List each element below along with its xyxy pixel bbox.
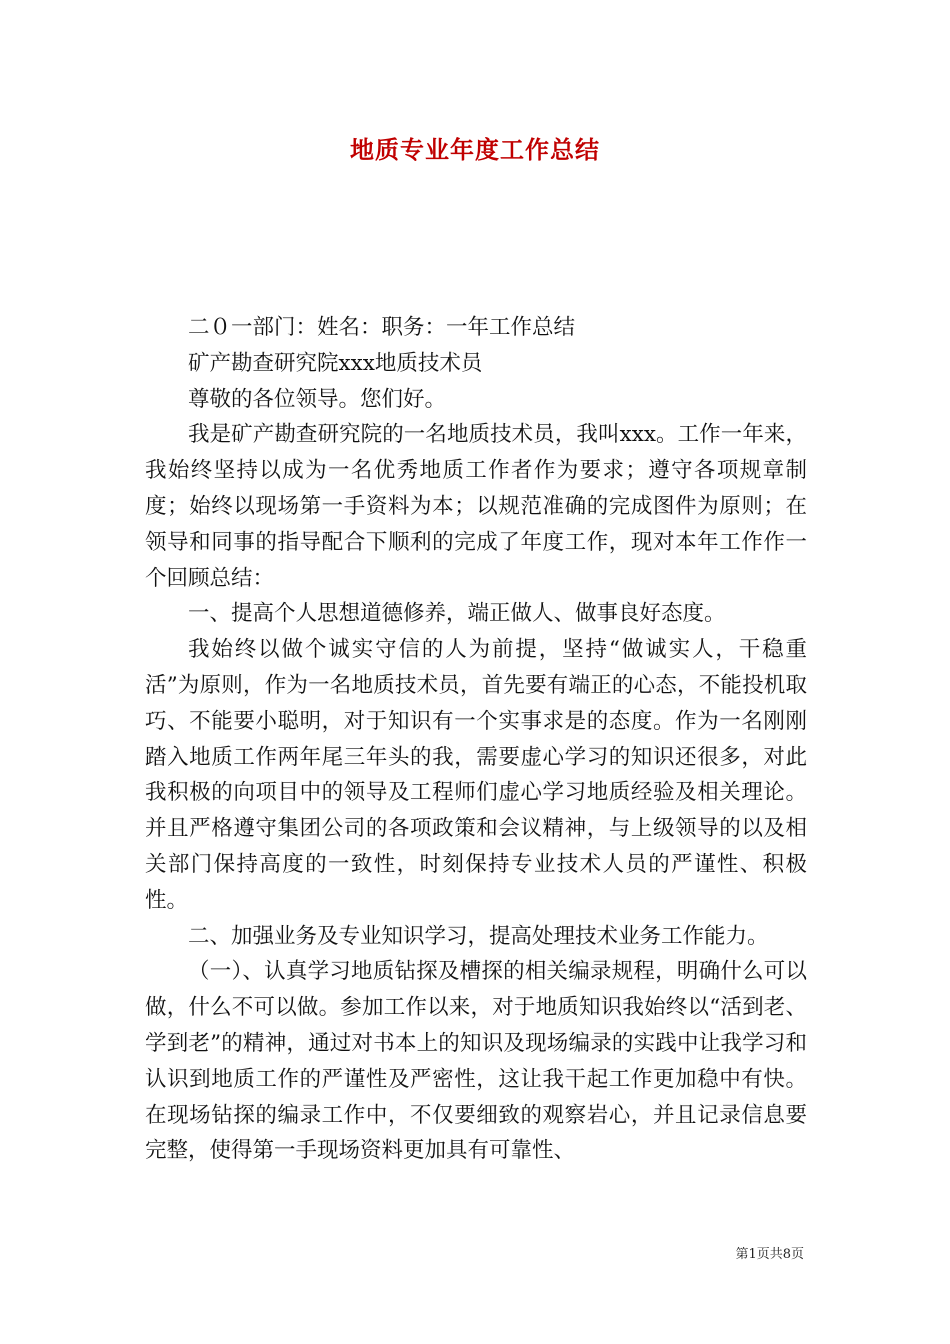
section-heading-2: 二、加强业务及专业知识学习，提高处理技术业务工作能力。 <box>188 923 769 949</box>
document-title: 地质专业年度工作总结 <box>350 136 600 164</box>
page-number-footer: 第1页共8页 <box>735 1247 804 1262</box>
paragraph-intro: 我是矿产勘查研究院的一名地质技术员，我叫xxx。工作一年来，我始终坚持以成为一名优秀地质工作者作为要求；遵守各项规章制度；始终以现场第一手资料为本；以规范准确的完成图件为原则；在领导和同事的指导配合下顺利的完成了年度工作，现对本年工作作一个回顾总结： <box>145 422 807 591</box>
paragraph-header-line: 二０一部门：姓名：职务：一年工作总结 <box>188 315 576 340</box>
paragraph-author-line: 矿产勘查研究院xxx地质技术员 <box>188 350 483 376</box>
paragraph-greeting: 尊敬的各位领导。您们好。 <box>188 386 447 412</box>
section-heading-1: 一、提高个人思想道德修养，端正做人、做事良好态度。 <box>188 601 726 627</box>
document-body <box>145 310 807 1169</box>
paragraph-section-1: 我始终以做个诚实守信的人为前提，坚持“做诚实人，干稳重活”为原则，作为一名地质技术员，首先要有端正的心态，不能投机取巧、不能要小聪明，对于知识有一个实事求是的态度。作为一名刚刚踏入地质工作两年尾三年头的我，需要虚心学习的知识还很多，对此我积极的向项目中的领导及工程师们虚心学习地质经验及相关理论。并且严格遵守集团公司的各项政策和会议精神，与上级领导的以及相关部门保持高度的一致性，时刻保持专业技术人员的严谨性、积极性。 <box>145 637 807 913</box>
paragraph-section-2-1: （一）、认真学习地质钻探及槽探的相关编录规程，明确什么可以做，什么不可以做。参加工作以来，对于地质知识我始终以“活到老、学到老”的精神，通过对书本上的知识及现场编录的实践中让我学习和认识到地质工作的严谨性及严密性，这让我干起工作更加稳中有快。在现场钻探的编录工作中，不仅要细致的观察岩心，并且记录信息要完整，使得第一手现场资料更加具有可靠性、 <box>145 959 807 1164</box>
